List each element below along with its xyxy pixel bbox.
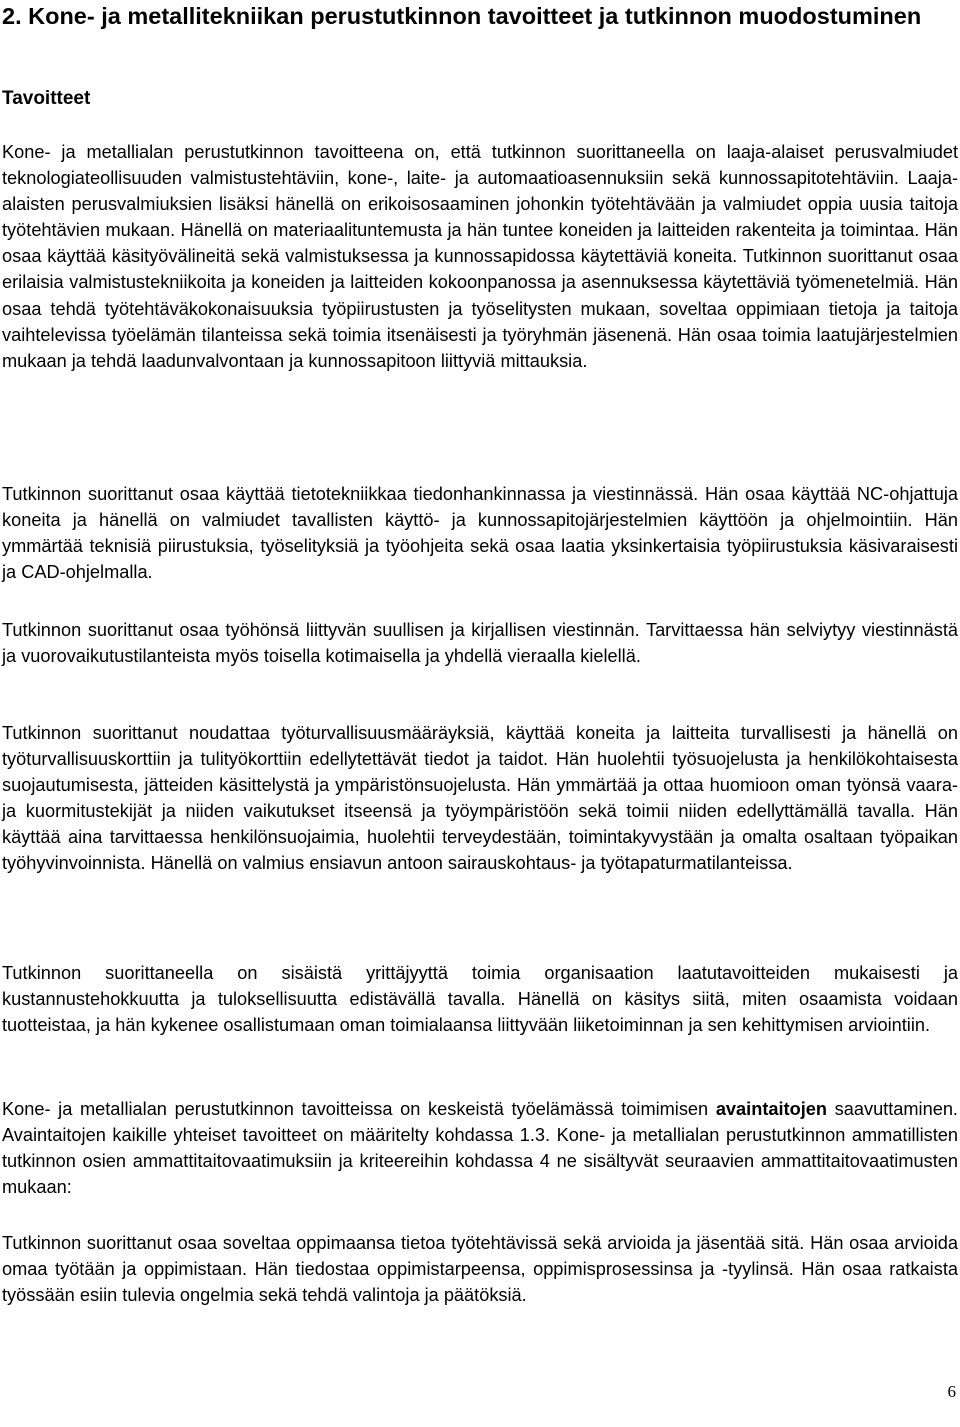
paragraph-entrepreneurship: Tutkinnon suorittaneella on sisäistä yrittäjyyttä toimia organisaation laatutavoitteiden mukaisesti ja kustannustehokkuutta ja tuloksellisuutta edistävällä tavalla. Hänellä on käsitys siitä, miten osaamista voidaan tuotteistaa, ja hän kykenee osallistumaan oman toimialaansa liittyvään liiketoiminnan ja sen kehittymisen arviointiin.: [2, 963, 958, 1036]
key-skills-bold-term: avaintaitojen: [715, 1099, 827, 1119]
paragraph-safety: Tutkinnon suorittanut noudattaa työturvallisuusmääräyksiä, käyttää koneita ja laitteita turvallisesti ja hänellä on työturvallisuuskorttiin ja tulityökorttiin edellytettävät tiedot ja taidot. Hän huolehtii työsuojelusta ja henkilökohtaisesta suojautumisesta, jätteiden käsittelystä ja ympäristönsuojelusta. Hän ymmärtää ja ottaa huomioon oman työnsä vaara- ja kuormitustekijät ja niiden vaikutukset itseensä ja työympäristöön sekä toimii niiden edellyttämällä tavalla. Hän käyttää aina tarvittaessa henkilönsuojaimia, huolehtii terveydestään, toimintakyvystään ja omalta osaltaan työpaikan työhyvinvoinnista. Hänellä on valmius ensiavun antoon sairauskohtaus- ja työtapaturmatilanteissa.: [2, 723, 958, 874]
key-skills-text-before: Kone- ja metallialan perustutkinnon tavoitteissa on keskeistä työelämässä toimimisen: [2, 1099, 716, 1119]
page-number: 6: [947, 1382, 956, 1401]
paragraph-goals-general: Kone- ja metallialan perustutkinnon tavoitteena on, että tutkinnon suorittaneella on laaja-alaiset perusvalmiudet teknologiateollisuuden valmistustehtäviin, kone-, laite- ja automaatioasennuksiin sekä kunnossapitotehtäviin. Laaja-alaisten perusvalmiuksien lisäksi hänellä on erikoisosaaminen johonkin työtehtävään ja valmiudet oppia uusia taitoja työtehtävien mukaan. Hänellä on materiaalituntemusta ja hän tuntee koneiden ja laitteiden rakenteita ja toimintaa. Hän osaa käyttää käsityövälineitä sekä valmistuksessa ja kunnossapidossa käytettäviä koneita. Tutkinnon suorittanut osaa erilaisia valmistustekniikoita ja koneiden ja laitteiden kokoonpanossa ja asennuksessa käytettäviä työmenetelmiä. Hän osaa tehdä työtehtäväkokonaisuuksia työpiirustusten ja työselitysten mukaan, soveltaa oppimiaan tietoja ja taitoja vaihtelevissa työelämän tilanteissa sekä toimia itsenäisesti ja työryhmän jäsenenä. Hän osaa toimia laatujärjestelmien mukaan ja tehdä laadunvalvontaan ja kunnossapitoon liittyviä mittauksia.: [2, 142, 958, 371]
chapter-title: 2. Kone- ja metallitekniikan perustutkinnon tavoitteet ja tutkinnon muodostuminen: [2, 3, 922, 29]
paragraph-communication: Tutkinnon suorittanut osaa työhönsä liittyvän suullisen ja kirjallisen viestinnän. Tarvittaessa hän selviytyy viestinnästä ja vuorovaikutustilanteista myös toisella kotimaisella ja yhdellä vieraalla kielellä.: [2, 620, 958, 667]
paragraph-it-skills: Tutkinnon suorittanut osaa käyttää tietotekniikkaa tiedonhankinnassa ja viestinnässä. Hän osaa käyttää NC-ohjattuja koneita ja hänellä on valmiudet tavallisten käyttö- ja kunnossapitojärjestelmien käyttöön ja ohjelmointiin. Hän ymmärtää teknisiä piirustuksia, työselityksiä ja työohjeita sekä osaa laatia yksinkertaisia työpiirustuksia käsivaraisesti ja CAD-ohjelmalla.: [2, 484, 958, 583]
paragraph-key-skills: [2, 1096, 958, 1200]
section-title: Tavoitteet: [2, 88, 91, 109]
paragraph-learning: Tutkinnon suorittanut osaa soveltaa oppimaansa tietoa työtehtävissä sekä arvioida ja jäsentää sitä. Hän osaa arvioida omaa työtään ja oppimistaan. Hän tiedostaa oppimistarpeensa, oppimisprosessinsa ja -tyylinsä. Hän osaa ratkaista työssään esiin tulevia ongelmia sekä tehdä valintoja ja päätöksiä.: [2, 1233, 958, 1306]
key-skills-text-after: saavuttaminen. Avaintaitojen kaikille yhteiset tavoitteet on määritelty kohdassa 1.3. Kone- ja metallialan perustutkinnon ammatillisten tutkinnon osien ammattitaitovaatimuksiin ja kriteereihin kohdassa 4 ne sisältyvät seuraavien ammattitaitovaatimusten mukaan:: [2, 1099, 958, 1198]
